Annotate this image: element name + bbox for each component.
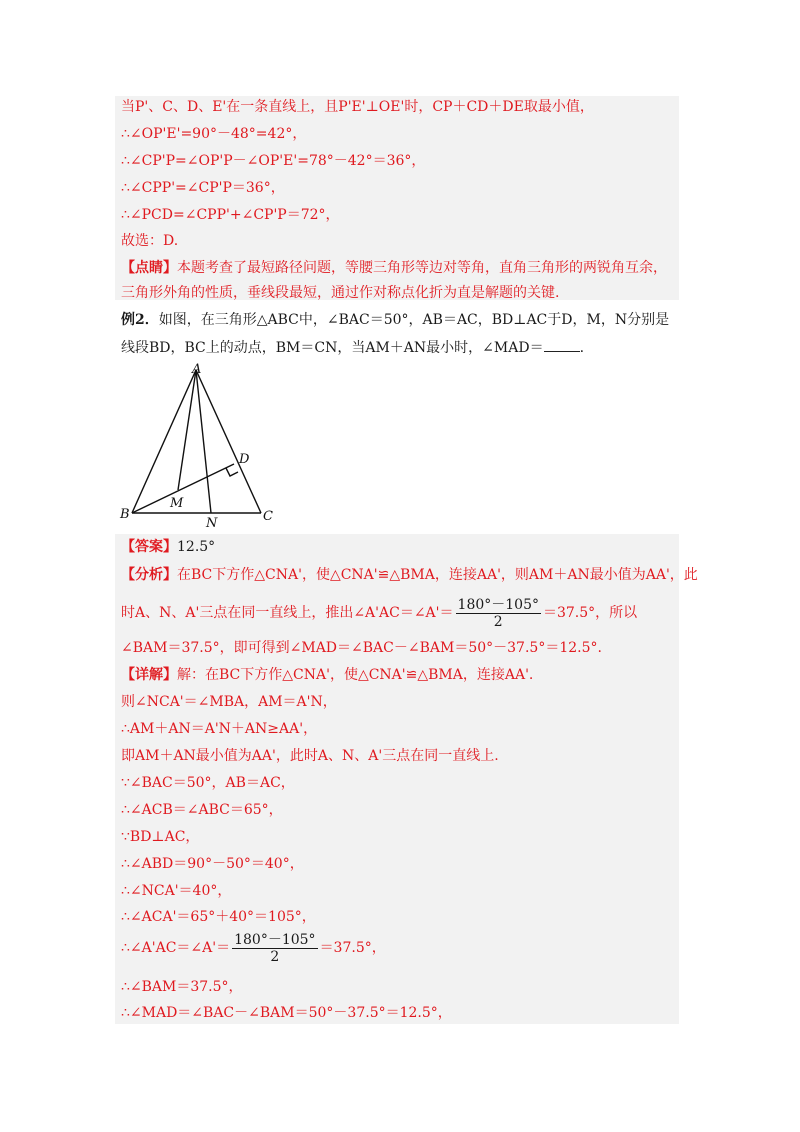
solution-line-2: ∴∠OP'E'=90°－48°=42°， [121,126,307,142]
analysis-text-1: 在BC下方作△CNA'，使△CNA'≌△BMA，连接AA'，则AM＋AN最小值为AA'，此 [177,567,698,583]
detail-line-12: ∴∠BAM＝37.5°， [121,979,243,995]
detail-line-13: ∴∠MAD＝∠BAC－∠BAM＝50°－37.5°＝12.5°， [121,1005,452,1021]
detail-tag: 【详解】 [121,667,177,683]
analysis-tag: 【分析】 [121,567,177,583]
answer-blank [544,339,580,352]
example-text-2-end: . [579,340,585,356]
detail-line-9: ∴∠NCA'＝40°， [121,883,232,899]
detail-fraction [232,932,317,965]
analysis-text-2-end: ＝37.5°，所以 [542,605,638,621]
detail-text-11-end: ＝37.5°， [319,940,386,956]
segment-an [196,370,211,513]
example-text-1: 如图，在三角形△ABC中，∠BAC＝50°，AB＝AC，BD⊥AC于D，M，N分别是 [158,312,670,328]
detail-line-11 [121,931,386,965]
label-c: C [263,509,273,524]
detail-line-4: 即AM＋AN最小值为AA'，此时A、N、A'三点在同一直线上. [121,748,499,764]
detail-text-11: ∴∠A'AC＝∠A'＝ [121,940,231,956]
answer-tag: 【答案】 [121,539,177,555]
solution-line-5: ∴∠PCD=∠CPP'+∠CP'P＝72°， [121,207,340,223]
detail-line-8: ∴∠ABD＝90°－50°＝40°， [121,856,304,872]
answer-value: 12.5° [177,539,216,555]
label-m: M [170,496,184,511]
detail-line-5: ∵∠BAC＝50°，AB＝AC， [121,775,295,791]
edge-ac [196,370,261,513]
detail-line-7: ∵BD⊥AC， [121,829,200,845]
segment-am [178,370,196,490]
detail-fraction-numerator: 180°－105° [234,931,316,948]
label-d: D [239,452,250,467]
example-text-2: 线段BD，BC上的动点，BM＝CN，当AM＋AN最小时，∠MAD＝ [121,340,544,356]
fraction-numerator: 180°－105° [457,596,539,613]
solution-choice: 故选：D. [121,233,179,249]
detail-line-3: ∴AM＋AN＝A'N＋AN≥AA'， [121,721,318,737]
triangle-figure [115,360,285,532]
right-angle-mark [226,468,238,476]
fraction-denominator: 2 [493,613,503,630]
detail-line-10: ∴∠ACA'＝65°＋40°＝105°， [121,909,316,925]
analysis-text-2: 时A、N、A'三点在同一直线上，推出∠A'AC＝∠A'＝ [121,605,454,621]
solution-line-3: ∴∠CP'P=∠OP'P－∠OP'E'=78°－42°＝36°， [121,153,426,169]
example-label: 例2． [121,312,159,328]
detail-fraction-denominator: 2 [270,948,280,965]
comment-tag: 【点睛】 [121,260,177,276]
analysis-line-2 [121,596,637,630]
edge-ab [132,370,196,513]
solution-line-4: ∴∠CPP'=∠CP'P＝36°， [121,180,285,196]
example-line-2 [121,338,584,358]
label-n: N [206,516,218,531]
detail-line-2: 则∠NCA'＝∠MBA，AM＝A'N， [121,694,337,710]
label-b: B [120,507,130,522]
detail-line-6: ∴∠ACB＝∠ABC＝65°， [121,802,283,818]
detail-text-1: 解：在BC下方作△CNA'，使△CNA'≌△BMA，连接AA'. [177,667,534,683]
answer-line [121,537,215,557]
label-a: A [192,362,202,377]
comment-line-2: 三角形外角的性质，垂线段最短，通过作对称点化折为直是解题的关键. [121,285,560,301]
analysis-line-1 [121,565,698,585]
analysis-line-3: ∠BAM＝37.5°，即可得到∠MAD＝∠BAC－∠BAM＝50°－37.5°＝12.5°. [121,640,602,656]
comment-text: 本题考查了最短路径问题，等腰三角形等边对等角，直角三角形的两锐角互余， [177,260,667,276]
solution-line-1: 当P'、C、D、E'在一条直线上，且P'E'⊥OE'时，CP＋CD＋DE取最小值， [121,99,594,115]
comment-line-1 [121,258,667,278]
example-line-1 [121,310,669,330]
detail-line-1 [121,665,533,685]
analysis-fraction [456,597,541,630]
